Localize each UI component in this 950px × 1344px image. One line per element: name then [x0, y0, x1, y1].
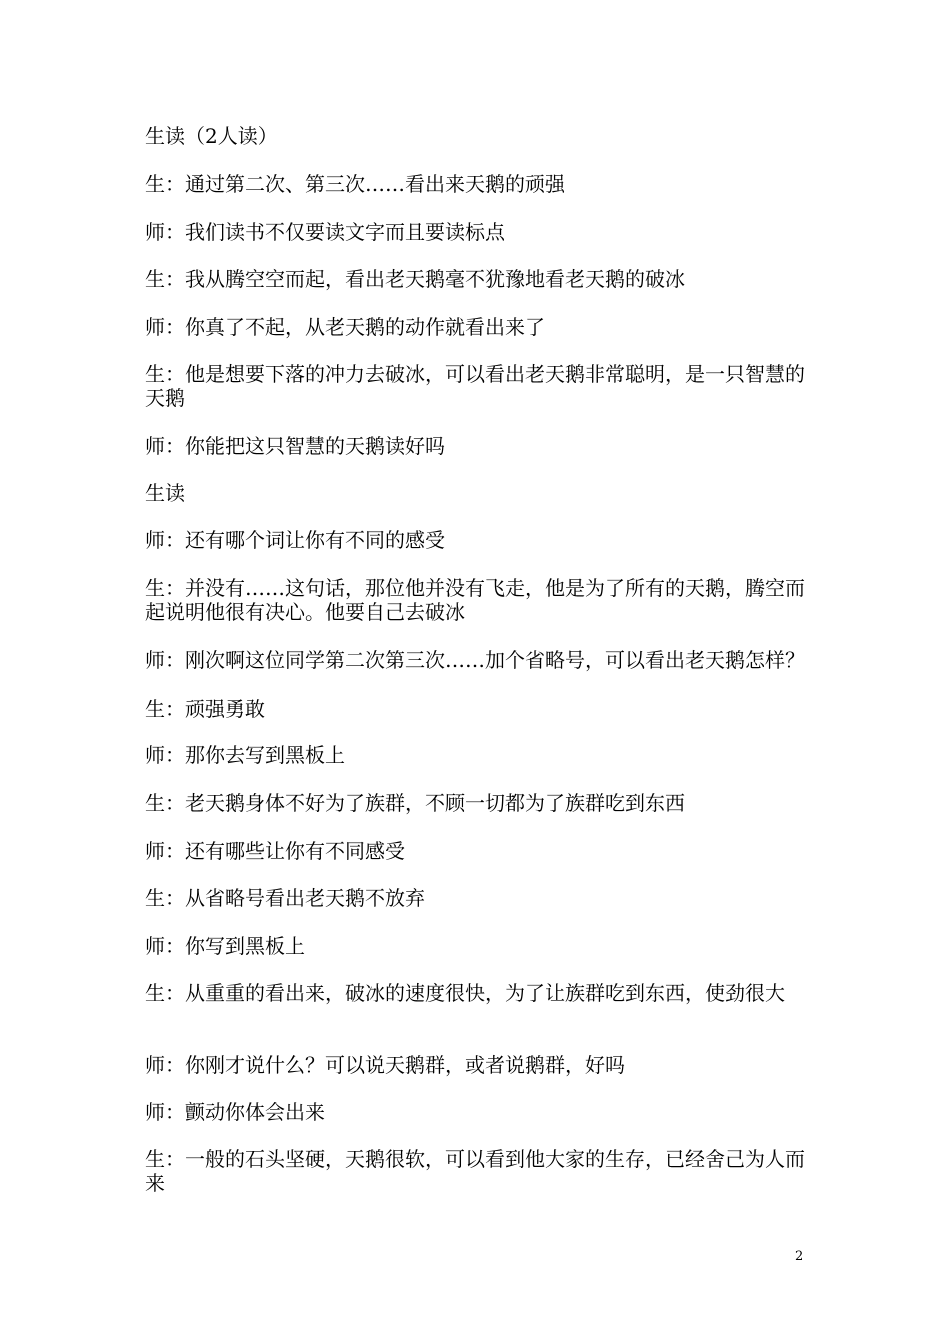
paragraph: 师：你刚才说什么？可以说天鹅群，或者说鹅群，好吗	[145, 1053, 625, 1077]
paragraph: 师：那你去写到黑板上	[145, 743, 345, 767]
paragraph: 师：还有哪些让你有不同感受	[145, 839, 405, 863]
paragraph: 师：你写到黑板上	[145, 934, 305, 958]
paragraph: 生：并没有……这句话，那位他并没有飞走，他是为了所有的天鹅，腾空而起说明他很有决心。他要自己去破冰	[145, 576, 805, 624]
paragraph: 生读（2人读）	[145, 124, 278, 148]
paragraph: 师：我们读书不仅要读文字而且要读标点	[145, 220, 505, 244]
paragraph: 生：一般的石头坚硬，天鹅很软，可以看到他大家的生存，已经舍己为人而来	[145, 1147, 805, 1195]
page-number: 2	[795, 1249, 804, 1264]
paragraph: 生：通过第二次、第三次……看出来天鹅的顽强	[145, 172, 565, 196]
paragraph: 师：刚次啊这位同学第二次第三次……加个省略号，可以看出老天鹅怎样？	[145, 648, 805, 672]
paragraph: 生：从重重的看出来，破冰的速度很快，为了让族群吃到东西，使劲很大	[145, 981, 785, 1005]
paragraph: 生：我从腾空空而起，看出老天鹅毫不犹豫地看老天鹅的破冰	[145, 267, 685, 291]
paragraph: 生：从省略号看出老天鹅不放弃	[145, 886, 425, 910]
paragraph: 生：他是想要下落的冲力去破冰，可以看出老天鹅非常聪明，是一只智慧的天鹅	[145, 362, 805, 410]
paragraph: 师：你能把这只智慧的天鹅读好吗	[145, 434, 445, 458]
paragraph: 师：还有哪个词让你有不同的感受	[145, 528, 445, 552]
paragraph: 生：顽强勇敢	[145, 697, 265, 721]
paragraph: 师：你真了不起，从老天鹅的动作就看出来了	[145, 315, 545, 339]
paragraph: 生读	[145, 481, 185, 505]
paragraph: 师：颤动你体会出来	[145, 1100, 325, 1124]
paragraph: 生：老天鹅身体不好为了族群，不顾一切都为了族群吃到东西	[145, 791, 685, 815]
